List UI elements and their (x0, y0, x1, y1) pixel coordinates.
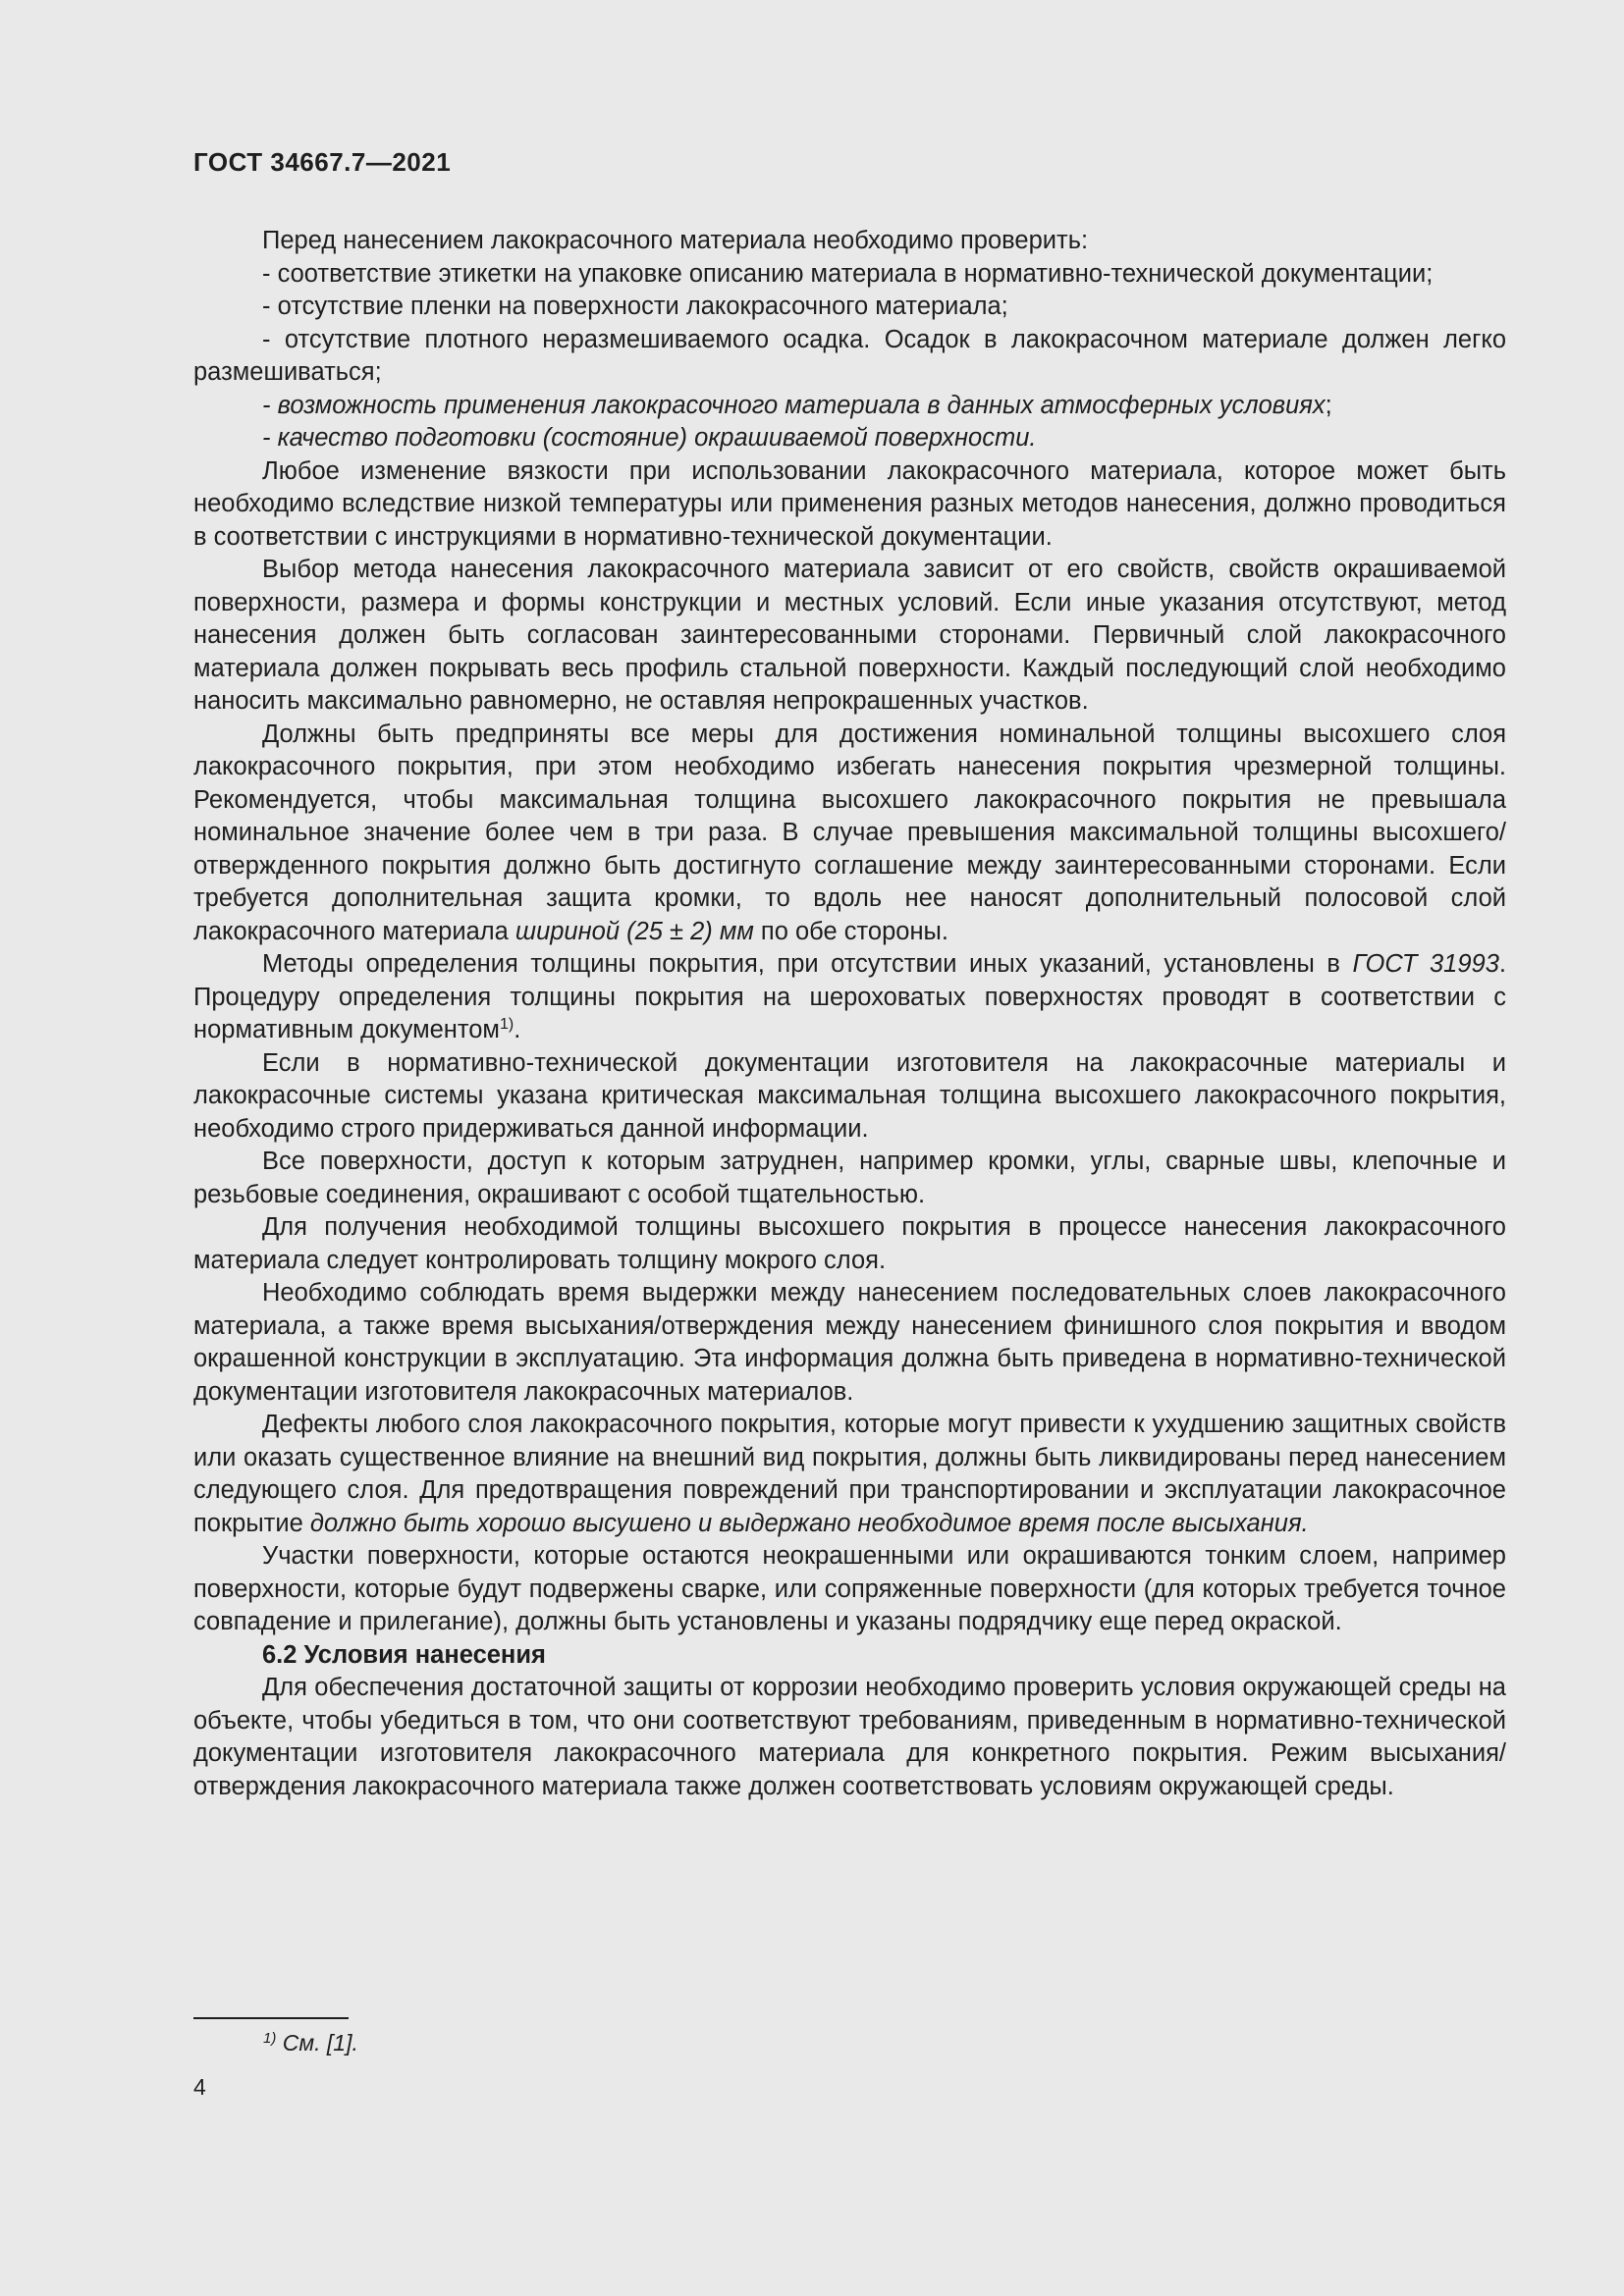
list-item-label-check: - соответствие этикетки на упаковке описанию материала в нормативно-технической документации; (262, 259, 1434, 288)
document-code-header: ГОСТ 34667.7—2021 (193, 147, 452, 177)
list-item-atmosphere-text: - возможность применения лакокрасочного материала в данных атмосферных условиях (262, 391, 1326, 419)
paragraph-defects-italic: должно быть хорошо высушено и выдержано необходимое время после высыхания. (309, 1509, 1309, 1537)
paragraph-thickness-tail: по обе стороны. (753, 917, 948, 945)
footnote-reference: 1) (499, 1016, 514, 1033)
list-item-film-check: - отсутствие пленки на поверхности лакокрасочного материала; (262, 293, 1008, 320)
list-item-surface-quality-check (193, 422, 1506, 455)
paragraph-viscosity: Любое изменение вязкости при использовании лакокрасочного материала, которое может быть необходимо вследствие низкой температуры или применения разных методов нанесения, должно проводиться в соответствии с инструкциями в нормативно-технической документации. (193, 456, 1506, 551)
paragraph-methods-end: . (514, 1016, 521, 1043)
section-title: Условия нанесения (303, 1640, 546, 1669)
paragraph-hard-to-reach-surfaces: Все поверхности, доступ к которым затруднен, например кромки, углы, сварные швы, клепочные и резьбовые соединения, окрашивают с особой тщательностью. (193, 1148, 1506, 1208)
paragraph-wet-layer: Для получения необходимой толщины высохшего покрытия в процессе нанесения лакокрасочного материала следует контролировать толщину мокрого слоя. (193, 1213, 1506, 1274)
gost-reference: ГОСТ 31993 (1352, 950, 1499, 978)
footnote-text: См. [1]. (276, 2030, 358, 2056)
paragraph-thickness-italic: шириной (25 ± 2) мм (514, 917, 754, 945)
paragraph-holding-time: Необходимо соблюдать время выдержки между нанесением последовательных слоев лакокрасочного материала, а также время высыхания/отверждения между нанесением финишного слоя покрытия и вводом окрашенной конструкции в эксплуатацию. Эта информация должна быть приведена в нормативно-технической документации изготовителя лакокрасочных материалов. (193, 1279, 1506, 1406)
paragraph-thickness-text: Должны быть предприняты все меры для достижения номинальной толщины высохшего слоя лакокрасочного покрытия, при этом необходимо избегать нанесения покрытия чрезмерной толщины. Рекомендуется, чтобы максимальная толщина высохшего лакокрасочного покрытия не превышала номинальное значение более чем в три раза. В случае превышения максимальной толщины высохшего/отвержденного покрытия должно быть достигнуто соглашение между заинтересованными сторонами. Если требуется дополнительная защита кромки, то вдоль нее наносят дополнительный полосовой слой лакокрасочного материала (193, 720, 1506, 945)
paragraph-environment-conditions: Для обеспечения достаточной защиты от коррозии необходимо проверить условия окружающей среды на объекте, чтобы убедиться в том, что они соответствуют требованиям, приведенным в нормативно-технической документации изготовителя лакокрасочного материала для конкретного покрытия. Режим высыхания/отверждения лакокрасочного материала также должен соответствовать условиям окружающей среды. (193, 1674, 1506, 1800)
list-item-atmosphere-check (193, 390, 1506, 423)
footnote-marker: 1) (263, 2030, 277, 2047)
section-number: 6.2 (262, 1640, 298, 1669)
paragraph-method-choice: Выбор метода нанесения лакокрасочного материала зависит от его свойств, свойств окрашиваемой поверхности, размера и формы конструкции и местных условий. Если иные указания отсутствуют, метод нанесения должен быть согласован заинтересованными сторонами. Первичный слой лакокрасочного материала должен покрывать весь профиль стальной поверхности. Каждый последующий слой необходимо наносить максимально равномерно, не оставляя непрокрашенных участков. (193, 556, 1506, 715)
list-item-surface-quality-text: - качество подготовки (состояние) окрашиваемой поверхности. (262, 424, 1037, 452)
paragraph-check-intro: Перед нанесением лакокрасочного материала необходимо проверить: (262, 227, 1089, 254)
paragraph-unpainted-areas: Участки поверхности, которые остаются неокрашенными или окрашиваются тонким слоем, например поверхности, которые будут подвержены сварке, или сопряженные поверхности (для которых требуется точное совпадение и прилегание), должны быть установлены и указаны подрядчику еще перед окраской. (193, 1542, 1506, 1635)
footnote-divider (193, 2017, 349, 2019)
list-item-sediment-check: - отсутствие плотного неразмешиваемого осадка. Осадок в лакокрасочном материале должен легко размешиваться; (193, 325, 1506, 386)
paragraph-methods-tail: . Процедуру определения толщины покрытия на шероховатых поверхностях проводят в соответствии с нормативным документом (193, 950, 1506, 1043)
section-heading-6-2 (193, 1639, 1506, 1673)
page-number: 4 (193, 2074, 206, 2100)
paragraph-defects (193, 1409, 1506, 1540)
document-body (193, 225, 1506, 1803)
paragraph-defects-text: Дефекты любого слоя лакокрасочного покрытия, которые могут привести к ухудшению защитных свойств или оказать существенное влияние на внешний вид покрытия, должны быть ликвидированы перед нанесением следующего слоя. Для предотвращения повреждений при транспортировании и эксплуатации лакокрасочное покрытие (193, 1411, 1506, 1537)
paragraph-methods-text: Методы определения толщины покрытия, при отсутствии иных указаний, установлены в (262, 950, 1353, 978)
paragraph-measurement-methods (193, 948, 1506, 1047)
paragraph-thickness (193, 719, 1506, 949)
paragraph-critical-thickness: Если в нормативно-технической документации изготовителя на лакокрасочные материалы и лакокрасочные системы указана критическая максимальная толщина высохшего лакокрасочного покрытия, необходимо строго придерживаться данной информации. (193, 1048, 1506, 1143)
list-item-atmosphere-tail: ; (1325, 391, 1332, 419)
footnote (263, 2030, 358, 2056)
